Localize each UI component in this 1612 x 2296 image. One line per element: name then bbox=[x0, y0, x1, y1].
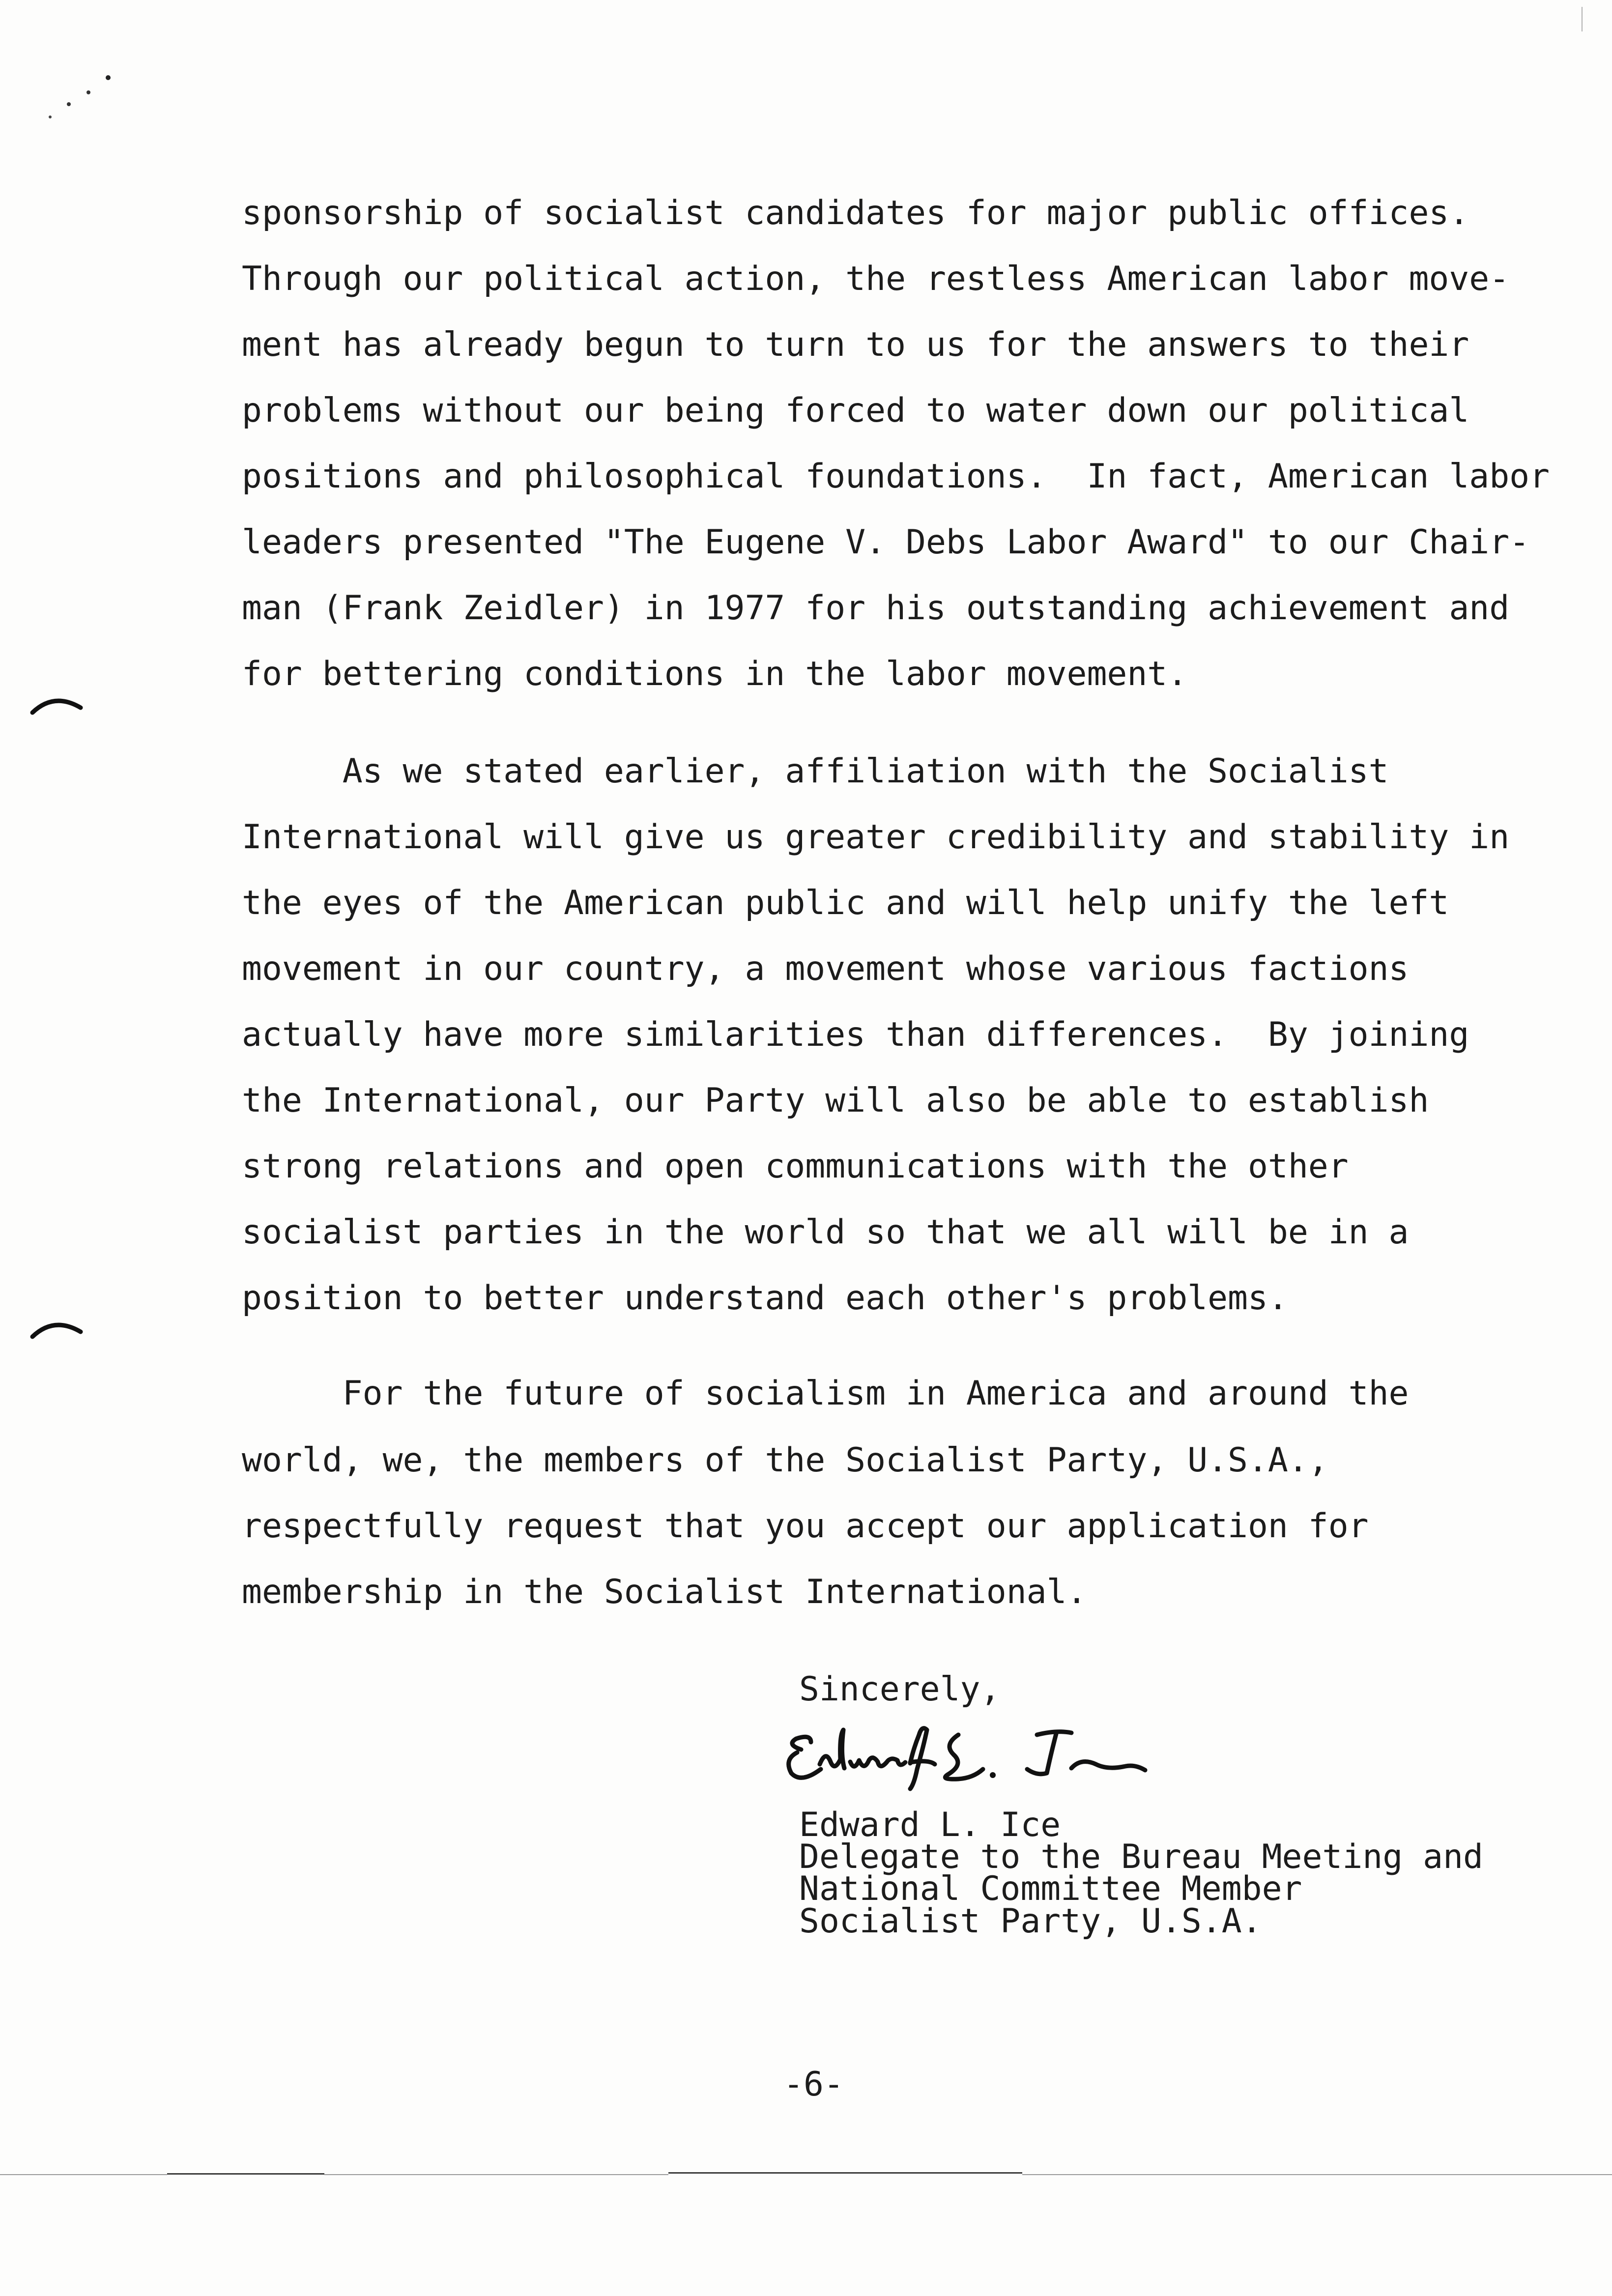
paragraph-2-line-6: the International, our Party will also be able to establish bbox=[242, 1081, 1429, 1120]
paragraph-1-line-6: leaders presented "The Eugene V. Debs Labor Award" to our Chair- bbox=[242, 523, 1530, 562]
paragraph-1-line-2: Through our political action, the restless American labor move- bbox=[242, 259, 1510, 298]
paragraph-1-line-5: positions and philosophical foundations. In fact, American labor bbox=[242, 457, 1550, 496]
paragraph-3-line-2: world, we, the members of the Socialist Party, U.S.A., bbox=[242, 1441, 1328, 1480]
binder-hole-mark-top bbox=[29, 693, 88, 722]
paragraph-2-line-4: movement in our country, a movement whose various factions bbox=[242, 949, 1409, 988]
paragraph-2-line-7: strong relations and open communications with the other bbox=[242, 1147, 1349, 1186]
bottom-edge-rule-mid-faint bbox=[324, 2174, 668, 2175]
paragraph-2-line-2: International will give us greater credibility and stability in bbox=[242, 818, 1510, 857]
binder-hole-mark-bottom bbox=[29, 1317, 88, 1347]
paragraph-1-line-7: man (Frank Zeidler) in 1977 for his outstanding achievement and bbox=[242, 589, 1510, 628]
paragraph-3-line-3: respectfully request that you accept our application for bbox=[242, 1507, 1369, 1546]
signer-name: Edward L. Ice bbox=[799, 1806, 1061, 1844]
paragraph-2-line-9: position to better understand each other's problems. bbox=[242, 1279, 1288, 1318]
signer-title-line-2: National Committee Member bbox=[799, 1869, 1302, 1908]
paragraph-2-line-3: the eyes of the American public and will help unify the left bbox=[242, 884, 1449, 922]
scan-specks bbox=[20, 59, 128, 128]
paragraph-1-line-1: sponsorship of socialist candidates for major public offices. bbox=[242, 194, 1469, 232]
signer-title-line-1: Delegate to the Bureau Meeting and bbox=[799, 1837, 1483, 1876]
scan-edge-right bbox=[1582, 7, 1583, 31]
bottom-edge-rule-left-faint bbox=[0, 2174, 167, 2175]
handwritten-signature bbox=[781, 1715, 1165, 1794]
bottom-edge-rule-right-faint bbox=[1022, 2174, 1612, 2175]
paragraph-3-line-1: For the future of socialism in America and around the bbox=[242, 1374, 1409, 1413]
paragraph-1-line-8: for bettering conditions in the labor movement. bbox=[242, 655, 1188, 693]
signer-title-line-3: Socialist Party, U.S.A. bbox=[799, 1902, 1262, 1941]
paragraph-3-line-4: membership in the Socialist International. bbox=[242, 1573, 1087, 1611]
paragraph-2-line-1: As we stated earlier, affiliation with the Socialist bbox=[242, 752, 1389, 791]
bottom-edge-rule-center bbox=[668, 2172, 1022, 2174]
closing-salutation: Sincerely, bbox=[799, 1670, 1001, 1709]
page-number: -6- bbox=[783, 2065, 844, 2104]
paragraph-1-line-3: ment has already begun to turn to us for the answers to their bbox=[242, 325, 1469, 364]
paragraph-2-line-5: actually have more similarities than differences. By joining bbox=[242, 1015, 1469, 1054]
bottom-edge-rule-left bbox=[167, 2173, 324, 2175]
paragraph-1-line-4: problems without our being forced to water down our political bbox=[242, 391, 1469, 430]
paragraph-2-line-8: socialist parties in the world so that we all will be in a bbox=[242, 1213, 1409, 1252]
